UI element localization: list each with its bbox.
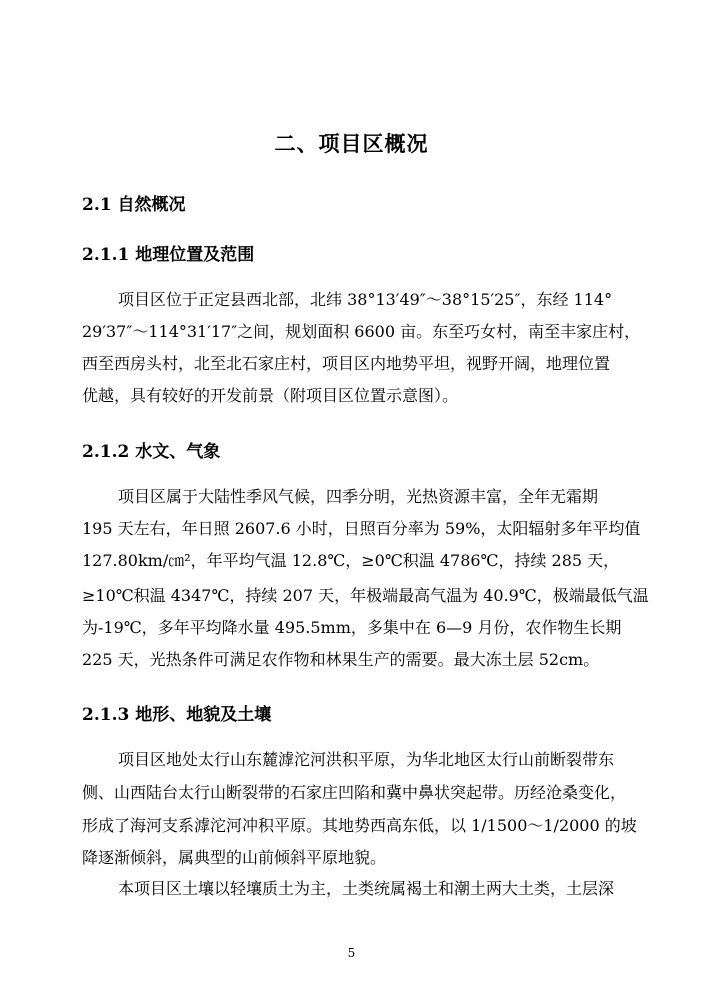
paragraph-line: 项目区属于大陆性季风气候，四季分明，光热资源丰富，全年无霜期 [118, 487, 599, 506]
section-heading-2-1: 2.1 自然概况 [82, 195, 186, 215]
paragraph-line: ≥10℃积温 4347℃，持续 207 天，年极端最高气温为 40.9℃，极端最低气温 [82, 586, 649, 605]
section-heading-2-1-3: 2.1.3 地形、地貌及土壤 [82, 705, 272, 725]
paragraph-line: 225 天，光热条件可满足农作物和林果生产的需要。最大冻土层 52cm。 [82, 650, 600, 669]
paragraph-line: 为-19℃，多年平均降水量 495.5mm，多集中在 6—9 月份，农作物生长期 [82, 618, 622, 637]
paragraph-line: 优越，具有较好的开发前景（附项目区位置示意图）。 [82, 386, 459, 405]
paragraph-line: 形成了海河支系滹沱河冲积平原。其地势西高东低，以 1/1500～1/2000 的坡 [82, 816, 637, 835]
section-heading-2-1-1: 2.1.1 地理位置及范围 [82, 245, 255, 265]
paragraph-line: 侧、山西陆台太行山断裂带的石家庄凹陷和冀中鼻状突起带。历经沧桑变化， [82, 783, 627, 802]
section-heading-2-1-2: 2.1.2 水文、气象 [82, 442, 221, 462]
paragraph-line: 项目区地处太行山东麓滹沱河洪积平原，为华北地区太行山前断裂带东 [118, 750, 615, 769]
page-number: 5 [347, 946, 356, 960]
paragraph-line: 29′37″～114°31′17″之间，规划面积 6600 亩。东至巧女村，南至丰家庄村， [82, 322, 641, 341]
paragraph-line: 西至西房头村，北至北石家庄村，项目区内地势平坦，视野开阔，地理位置 [82, 354, 611, 373]
paragraph-line: 127.80km/㎝²，年平均气温 12.8℃，≥0℃积温 4786℃，持续 285 天， [82, 551, 620, 570]
paragraph-line: 本项目区土壤以轻壤质土为主，土类统属褐土和潮土两大土类，土层深 [118, 879, 615, 898]
paragraph-line: 降逐渐倾斜，属典型的山前倾斜平原地貌。 [82, 848, 387, 867]
chapter-title: 二、项目区概况 [274, 131, 429, 156]
paragraph-line: 195 天左右，年日照 2607.6 小时，日照百分率为 59%，太阳辐射多年平均值 [82, 519, 641, 538]
paragraph-line: 项目区位于正定县西北部，北纬 38°13′49″～38°15′25″，东经 114° [118, 290, 613, 309]
